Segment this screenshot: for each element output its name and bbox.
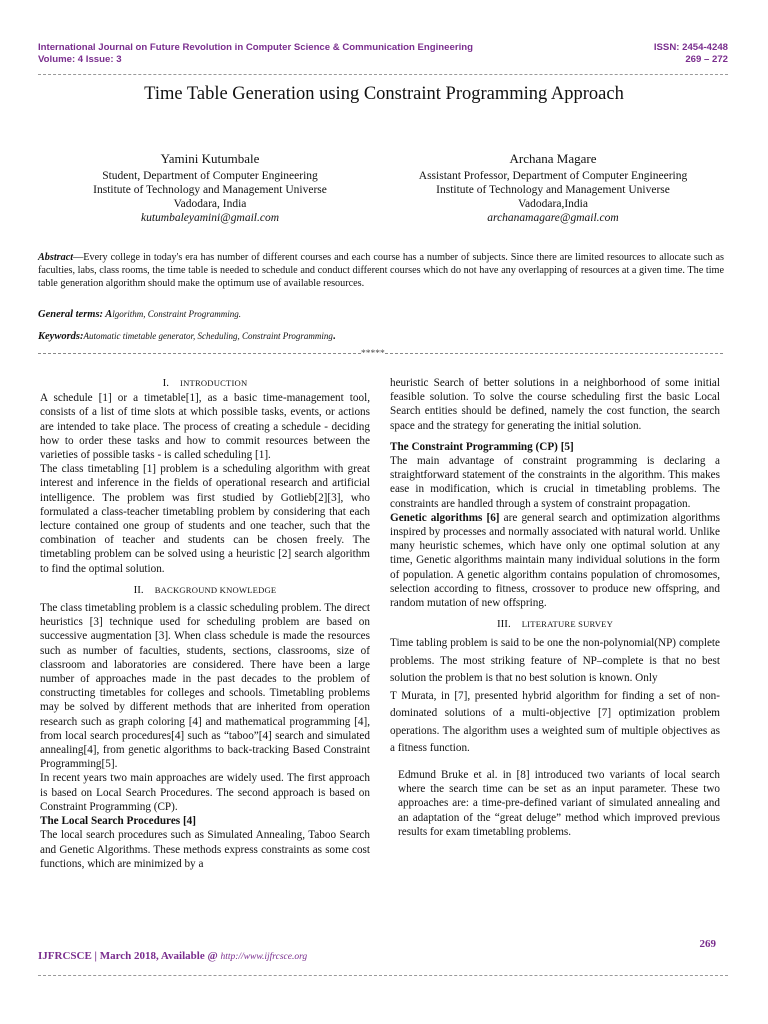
keywords-label: Keywords: <box>38 331 84 342</box>
genetic-algorithms-label: Genetic algorithms [6] <box>390 511 500 524</box>
author-affiliation: Assistant Professor, Department of Computer Engineering <box>418 170 688 182</box>
volume-issue: Volume: 4 Issue: 3 <box>38 54 122 65</box>
paragraph: heuristic Search of better solutions in a neighborhood of some initial feasible solution. To solve the course scheduling first the basic Local Search entities should be defined, namely the cost function, the search space and the strategy for generating the initial solution. <box>390 377 720 432</box>
paragraph: Genetic algorithms [6] are general search and optimization algorithms inspired by processes and normally associated with natural world. Unlike many heuristic schemes, which have only one optimal solution at any time, Genetic algorithms maintain many individual solutions in the form of population. A genetic algorithm contains population of chromosomes, selection according to fitness, crossover to produce new offspring, and random mutation of new offspring. <box>390 511 720 610</box>
header-divider <box>38 74 728 75</box>
right-column <box>390 376 720 839</box>
section-heading-introduction: I. INTRODUCTION <box>162 377 248 389</box>
section-heading-literature-survey: III. LITERATURE SURVEY <box>496 618 614 631</box>
left-column <box>40 376 370 871</box>
subheading-constraint-programming: The Constraint Programming (CP) [5] <box>390 440 574 453</box>
journal-name: International Journal on Future Revolution in Computer Science & Communication Engineering <box>38 42 473 53</box>
general-terms-value: lgorithm, Constraint Programming. <box>112 309 241 319</box>
author-email: kutumbaleyamini@gmail.com <box>140 212 279 224</box>
keywords <box>38 331 336 342</box>
separator-stars: ***** <box>361 349 385 359</box>
abstract-label: Abstract <box>38 252 74 263</box>
author-name: Yamini Kutumbale <box>160 151 260 166</box>
abstract <box>38 251 724 291</box>
paragraph: The main advantage of constraint programming is declaring a straightforward statement of the constraints in the algorithm. This makes ease in modification, which is crucial in timetabling problems. The constraints are handled through a system of constraint propagation. <box>390 455 720 510</box>
author-institute: Institute of Technology and Management Universe <box>93 184 327 196</box>
paragraph: The local search procedures such as Simulated Annealing, Taboo Search and Genetic Algorithms. These methods express constraints as some cost functions, which are minimized by a <box>40 829 370 870</box>
general-terms-label: General terms: A <box>38 309 113 320</box>
general-terms <box>38 309 241 320</box>
author-email: archanamagare@gmail.com <box>487 212 619 224</box>
paragraph: The class timetabling [1] problem is a scheduling algorithm with great interest and inference in the fields of operational research and artificial intelligence. The problem was first studied by Gotlieb[2][3], who formulated a class-teacher timetabling problem by considering that each lecture contained one group of students and one teacher, such that the combination of teacher and students can be chosen freely. The timetabling problem can be solved using a heuristic [2] search algorithm to find the optimal solution. <box>40 463 370 575</box>
page-range: 269 – 272 <box>685 54 728 65</box>
section-heading-background: II. BACKGROUND KNOWLEDGE <box>133 583 277 596</box>
paper-title: Time Table Generation using Constraint Programming Approach <box>144 84 624 104</box>
paragraph: A schedule [1] or a timetable[1], as a basic time-management tool, consists of a list of time slots at which possible tasks, events, or actions are intended to take place. The process of creating a schedule - deciding how to order these tasks and how to commit resources between the varieties of possible tasks - is called scheduling [1]. <box>40 392 370 462</box>
author-institute: Institute of Technology and Management Universe <box>436 184 670 196</box>
issn: ISSN: 2454-4248 <box>653 42 728 53</box>
author-2 <box>388 152 718 225</box>
author-location: Vadodara, India <box>173 198 247 210</box>
keywords-value: Automatic timetable generator, Scheduling, Constraint Programming <box>83 331 333 341</box>
footer <box>38 950 307 962</box>
paragraph: T Murata, in [7], presented hybrid algorithm for finding a set of non-dominated solutions of a multi-objective [7] optimization problem operations. The algorithm uses a weighted sum of multiple objectives as a fitness function. <box>390 689 720 755</box>
author-name: Archana Magare <box>509 151 597 166</box>
section-separator <box>38 349 728 359</box>
page-number: 269 <box>699 938 716 950</box>
author-location: Vadodara,India <box>518 198 588 210</box>
author-affiliation: Student, Department of Computer Engineering <box>102 170 318 182</box>
footer-url-link[interactable]: http://www.ijfrcsce.org <box>220 952 308 962</box>
paragraph: Edmund Bruke et al. in [8] introduced two variants of local search where the search time can be set as an input parameter. These two approaches are: a time-pre-defined variant of simulated annealing and an adaptation of the “great deluge” method which improved previous results for exam timetabling problems. <box>398 768 720 838</box>
paragraph: Time tabling problem is said to be one the non-polynomial(NP) complete problems. The most striking feature of NP–complete is that no best solution the problem is that no best solution is known. Only <box>390 637 720 685</box>
footer-divider <box>38 975 728 976</box>
footer-label: IJFRCSCE | March 2018, Available @ <box>38 950 221 962</box>
subheading-local-search: The Local Search Procedures [4] <box>40 815 196 828</box>
abstract-text: —Every college in today's era has number of different courses and each course has a number of subjects. Since there are limited resources to allocate such as faculties, labs, class rooms, the time table is needed to schedule and conduct different courses which do not have any overlapping of resources at a given time. The time table generation algorithm should make the optimum use of available resources. <box>38 252 724 290</box>
paragraph: In recent years two main approaches are widely used. The first approach is based on Local Search Procedures. The second approach is based on Constraint Programming (CP). <box>40 772 370 813</box>
keywords-end: . <box>332 331 336 342</box>
paragraph: The class timetabling problem is a classic scheduling problem. The direct heuristics [3] technique used for scheduling problem are based on successive augmentation [3]. When class schedule is made the resources such as number of faculties, students, sections, classrooms, size of classroom and laboratories are considered. There have been a large number of approaches made in the past decades to the problem of constructing timetables for colleges and schools. Timetabling problems may be solved by different methods that are inherited from operation research such as graph coloring [4] and mathematical programming [4], from local search procedures[4] such as “taboo”[4] search and simulated annealing[4], from genetic algorithms to back-tracking Based Constraint Programming[5]. <box>40 602 370 771</box>
author-1 <box>45 152 375 225</box>
